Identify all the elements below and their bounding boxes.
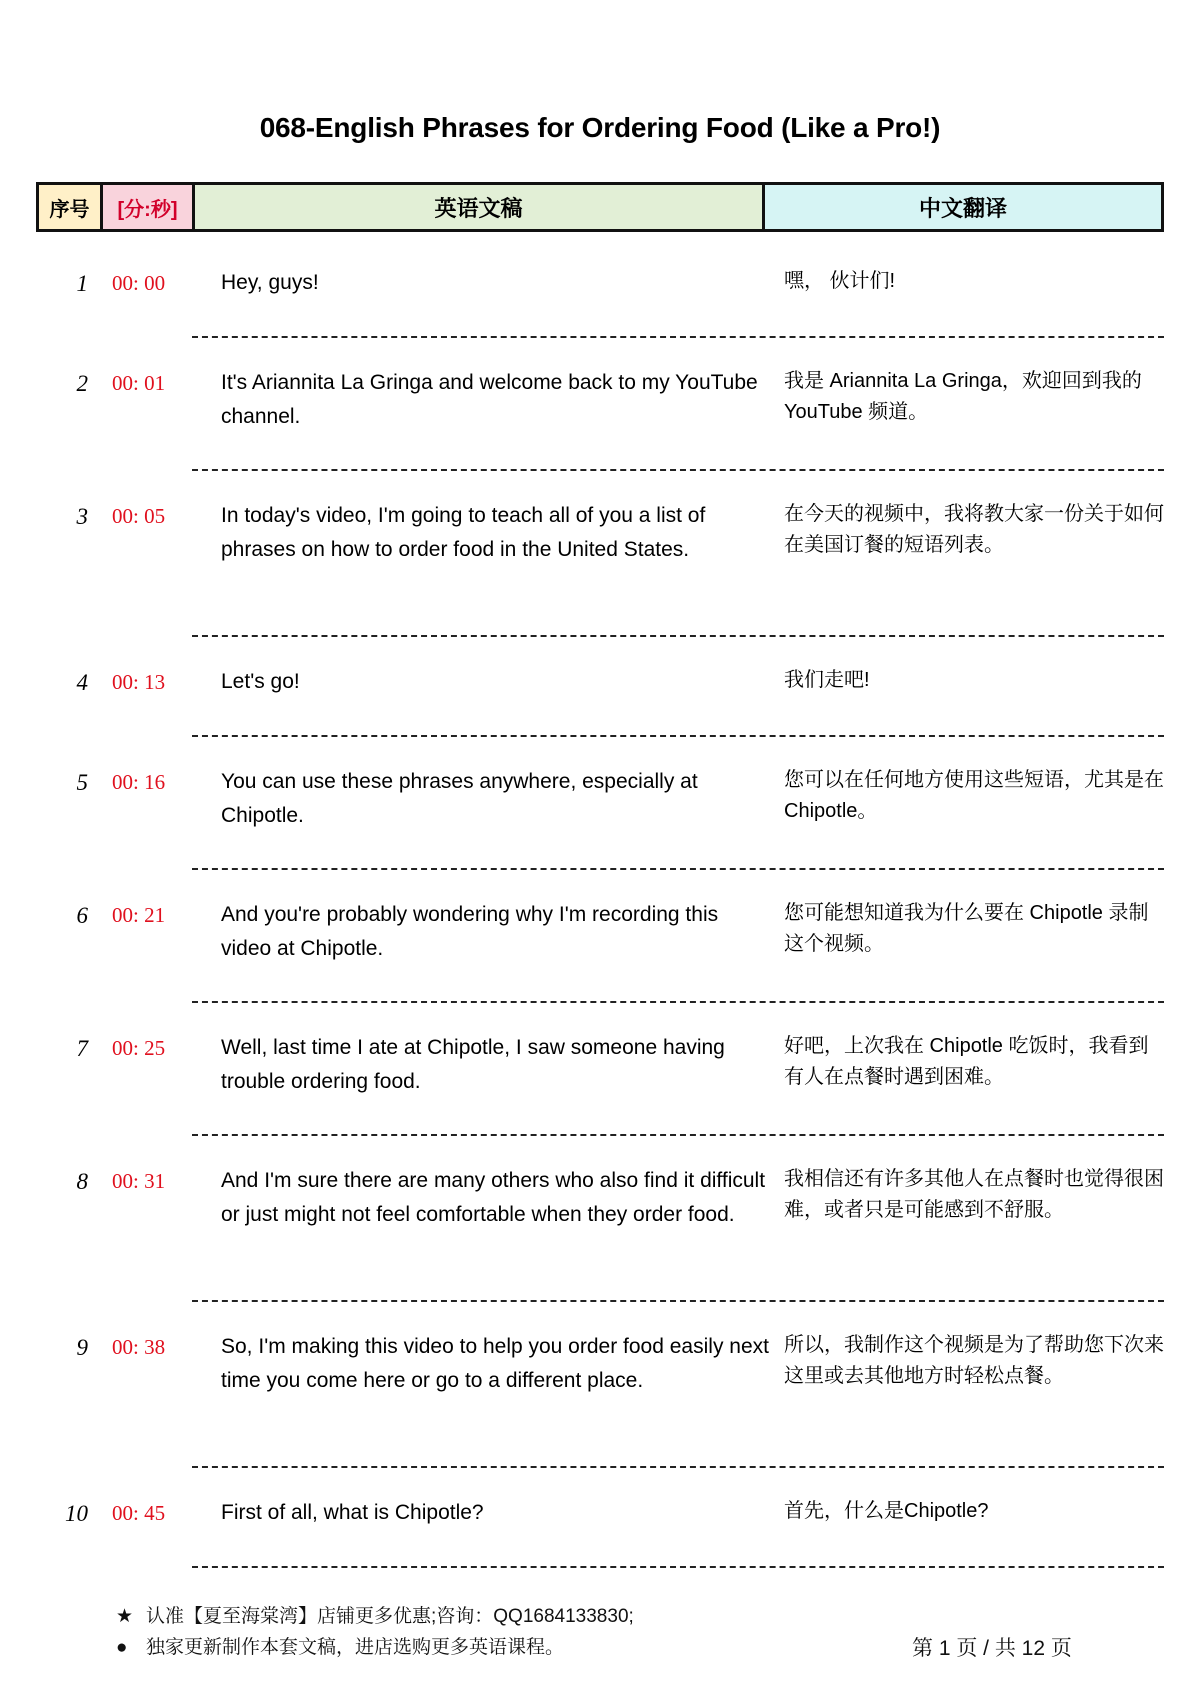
row-chinese-text: 我们走吧! (784, 669, 870, 691)
row-chinese-text: 所以，我制作这个视频是为了帮助您下次来这里或去其他地方时轻松点餐。 (784, 1334, 1164, 1387)
row-chinese-text: 我相信还有许多其他人在点餐时也觉得很困难，或者只是可能感到不舒服。 (784, 1168, 1164, 1221)
row-timestamp: 00: 45 (112, 1501, 166, 1525)
row-english-text: So, I'm making this video to help you order food easily next time you come here or go to a different place. (221, 1335, 769, 1392)
row-timestamp: 00: 01 (112, 371, 166, 395)
header-english: 英语文稿 (192, 185, 762, 229)
row-timestamp: 00: 00 (112, 271, 166, 295)
row-english-text: In today's video, I'm going to teach all of you a list of phrases on how to order food in the United States. (221, 504, 706, 561)
footer-line-2 (116, 1632, 634, 1663)
row-number: 5 (76, 770, 88, 795)
row-number: 1 (76, 271, 88, 296)
row-timestamp: 00: 05 (112, 504, 166, 528)
header-number: 序号 (39, 185, 100, 229)
table-row (76, 637, 1164, 737)
row-number: 9 (76, 1335, 88, 1360)
table-row (76, 1302, 1164, 1468)
footer-line-1-text: 认准【夏至海棠湾】店铺更多优惠;咨询：QQ1684133830; (146, 1606, 634, 1627)
footer-notes (116, 1601, 634, 1663)
row-timestamp: 00: 21 (112, 903, 166, 927)
row-chinese-text: 您可能想知道我为什么要在 Chipotle 录制这个视频。 (784, 902, 1149, 955)
row-chinese-text: 好吧，上次我在 Chipotle 吃饭时，我看到有人在点餐时遇到困难。 (784, 1035, 1149, 1088)
row-chinese-text: 您可以在任何地方使用这些短语，尤其是在 Chipotle。 (784, 769, 1164, 822)
table-header (36, 182, 1164, 232)
table-row (76, 1003, 1164, 1136)
row-english-text: And I'm sure there are many others who also find it difficult or just might not feel comfortable when they order food. (221, 1169, 766, 1226)
row-number: 7 (76, 1036, 88, 1061)
header-chinese: 中文翻译 (762, 185, 1161, 229)
bullet-icon: ● (116, 1637, 128, 1658)
row-chinese-text: 我是 Ariannita La Gringa，欢迎回到我的 YouTube 频道。 (784, 370, 1142, 423)
row-timestamp: 00: 13 (112, 670, 166, 694)
row-timestamp: 00: 31 (112, 1169, 166, 1193)
row-english-text: Let's go! (221, 670, 300, 693)
table-row (76, 870, 1164, 1003)
row-english-text: Well, last time I ate at Chipotle, I saw someone having trouble ordering food. (221, 1036, 725, 1093)
star-icon: ★ (116, 1606, 134, 1627)
row-number: 3 (76, 504, 88, 529)
row-chinese-text: 嘿， 伙计们! (784, 270, 896, 292)
row-timestamp: 00: 38 (112, 1335, 166, 1359)
table-row (76, 471, 1164, 637)
table-row (76, 238, 1164, 338)
row-english-text: It's Ariannita La Gringa and welcome back to my YouTube channel. (221, 371, 758, 428)
row-number: 10 (65, 1501, 88, 1526)
row-english-text: First of all, what is Chipotle? (221, 1501, 484, 1524)
table-row (65, 1468, 1164, 1568)
table-row (76, 1136, 1164, 1302)
row-english-text: And you're probably wondering why I'm recording this video at Chipotle. (221, 903, 719, 960)
row-number: 8 (76, 1169, 88, 1194)
header-time: [分:秒] (100, 185, 192, 229)
row-chinese-text: 首先，什么是Chipotle? (784, 1500, 989, 1522)
row-english-text: You can use these phrases anywhere, especially at Chipotle. (221, 770, 698, 827)
table-row (76, 737, 1164, 870)
footer-line-1 (116, 1601, 634, 1632)
table-row (76, 338, 1164, 471)
footer-line-2-text: 独家更新制作本套文稿，进店选购更多英语课程。 (146, 1637, 565, 1658)
row-timestamp: 00: 16 (112, 770, 166, 794)
row-number: 4 (76, 670, 88, 695)
transcript-table (36, 238, 1164, 1568)
page-number: 第 1 页 / 共 12 页 (912, 1637, 1072, 1660)
row-timestamp: 00: 25 (112, 1036, 166, 1060)
row-number: 2 (76, 371, 88, 396)
row-english-text: Hey, guys! (221, 271, 319, 294)
row-chinese-text: 在今天的视频中，我将教大家一份关于如何在美国订餐的短语列表。 (784, 503, 1164, 556)
row-number: 6 (76, 903, 88, 928)
document-title: 068-English Phrases for Ordering Food (Like a Pro!) (259, 112, 941, 143)
